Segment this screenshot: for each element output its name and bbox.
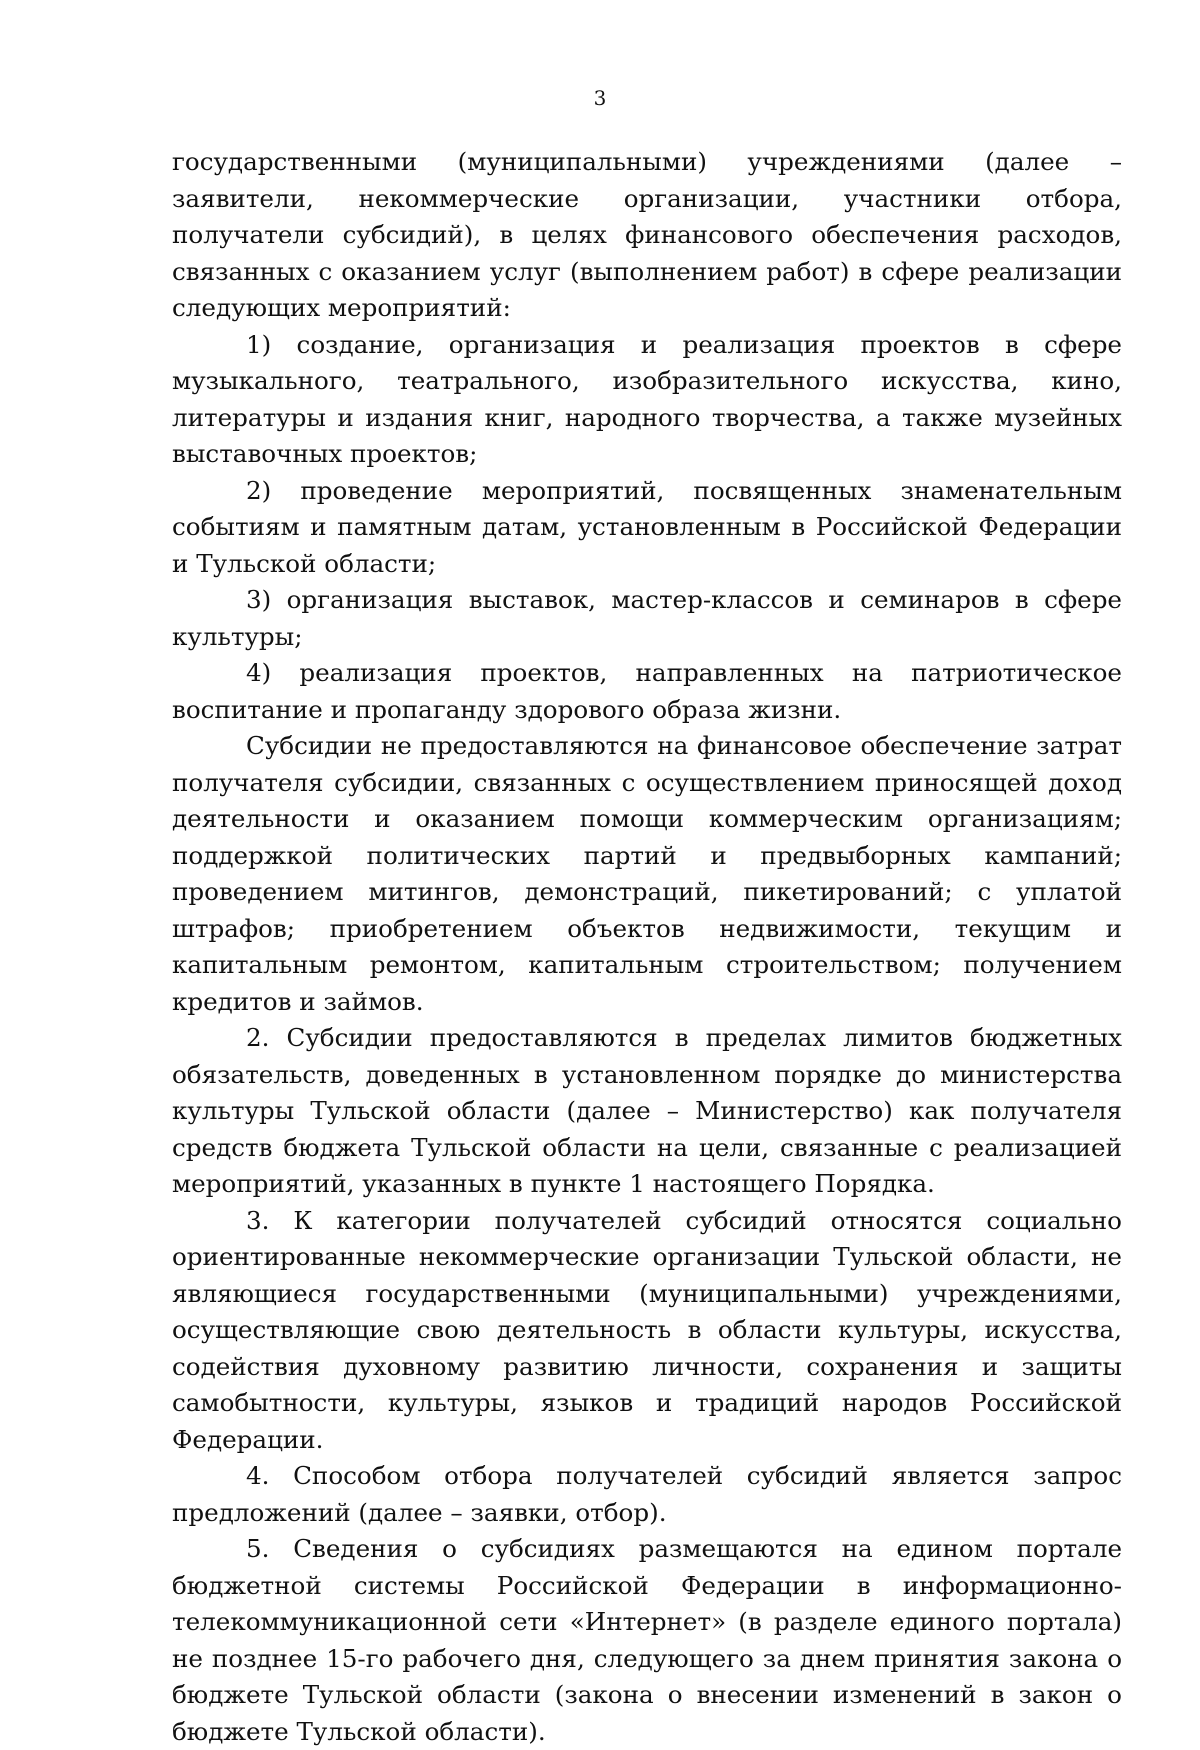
paragraph-clause-5: 5. Сведения о субсидиях размещаются на едином портале бюджетной системы Российской Федерации в информационно-телекоммуникационной сети «Интернет» (в разделе единого портала) не позднее 15-го рабочего дня, следующего за днем принятия закона о бюджете Тульской области (закона о внесении изменений в закон о бюджете Тульской области).	[172, 1534, 1122, 1746]
page-number: 3	[593, 86, 607, 110]
paragraph-subsidy-restrictions: Субсидии не предоставляются на финансовое обеспечение затрат получателя субсидии, связанных с осуществлением приносящей доход деятельности и оказанием помощи коммерческим организациям; поддержкой политических партий и предвыборных кампаний; проведением митингов, демонстраций, пикетирований; с уплатой штрафов; приобретением объектов недвижимости, текущим и капитальным ремонтом, капитальным строительством; получением кредитов и займов.	[172, 731, 1122, 1016]
paragraph-continuation: государственными (муниципальными) учреждениями (далее – заявители, некоммерческие организации, участники отбора, получатели субсидий), в целях финансового обеспечения расходов, связанных с оказанием услуг (выполнением работ) в сфере реализации следующих мероприятий:	[172, 147, 1122, 322]
paragraph-item-1: 1) создание, организация и реализация проектов в сфере музыкального, театрального, изобразительного искусства, кино, литературы и издания книг, народного творчества, а также музейных выставочных проектов;	[172, 329, 1122, 468]
paragraph-clause-4: 4. Способом отбора получателей субсидий является запрос предложений (далее – заявки, отбор).	[172, 1461, 1122, 1527]
paragraph-clause-2: 2. Субсидии предоставляются в пределах лимитов бюджетных обязательств, доведенных в установленном порядке до министерства культуры Тульской области (далее – Министерство) как получателя средств бюджета Тульской области на цели, связанные с реализацией мероприятий, указанных в пункте 1 настоящего Порядка.	[172, 1023, 1122, 1198]
paragraph-item-4: 4) реализация проектов, направленных на патриотическое воспитание и пропаганду здорового образа жизни.	[172, 658, 1122, 724]
paragraph-clause-3: 3. К категории получателей субсидий относятся социально ориентированные некоммерческие организации Тульской области, не являющиеся государственными (муниципальными) учреждениями, осуществляющие свою деятельность в области культуры, искусства, содействия духовному развитию личности, сохранения и защиты самобытности, культуры, языков и традиций народов Российской Федерации.	[172, 1205, 1122, 1454]
document-body	[172, 144, 1122, 1750]
paragraph-item-2: 2) проведение мероприятий, посвященных знаменательным событиям и памятным датам, установленным в Российской Федерации и Тульской области;	[172, 475, 1122, 578]
paragraph-item-3: 3) организация выставок, мастер-классов и семинаров в сфере культуры;	[172, 585, 1122, 651]
